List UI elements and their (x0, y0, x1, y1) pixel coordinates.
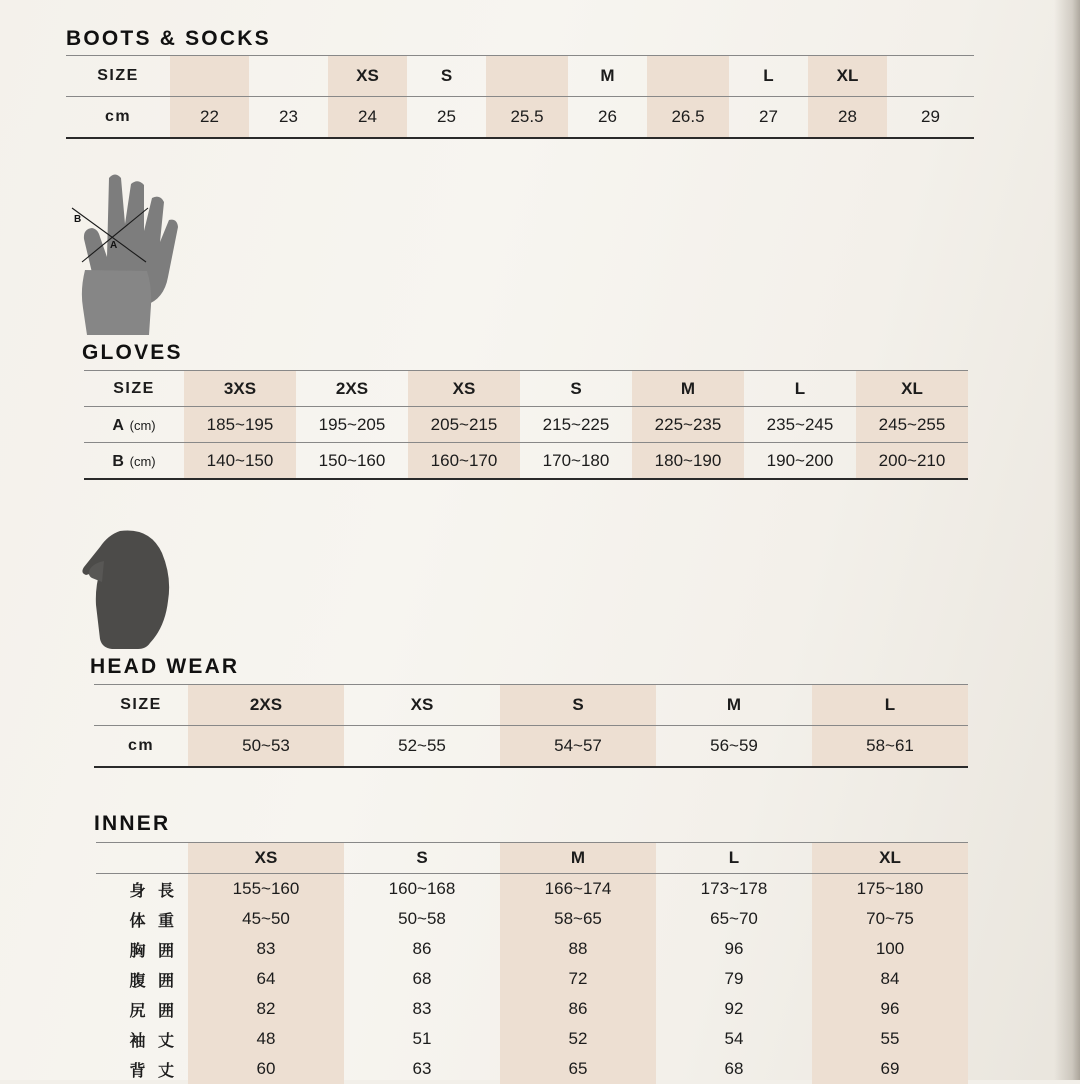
row-label: 身 長 (129, 882, 178, 900)
table-row (96, 964, 968, 994)
cell: 173~178 (700, 879, 768, 898)
boots-socks-section-title: BOOTS & SOCKS (66, 27, 271, 50)
size-header: XS (328, 56, 407, 97)
table-row (66, 56, 974, 97)
inner-table (96, 842, 968, 1084)
row-label: SIZE (97, 67, 139, 84)
row-label: 袖 丈 (129, 1032, 178, 1050)
table-row (96, 843, 968, 874)
gloves-table (84, 370, 968, 480)
cell: 86 (412, 939, 432, 958)
cell: 68 (724, 1059, 744, 1078)
size-header (249, 56, 328, 97)
size-header: XS (188, 843, 344, 874)
size-header (170, 56, 249, 97)
row-unit: (cm) (129, 417, 156, 433)
cell: 54 (724, 1029, 744, 1048)
row-label: 腹 囲 (129, 972, 178, 990)
table-row (96, 994, 968, 1024)
row-label: SIZE (113, 379, 155, 397)
cell: 65~70 (710, 909, 758, 928)
cell: 26.5 (647, 97, 729, 139)
cell: 22 (170, 97, 249, 139)
cell: 140~150 (184, 443, 296, 480)
boots-socks-table (66, 55, 974, 139)
cell: 58~65 (500, 904, 656, 934)
table-row (84, 407, 968, 443)
size-header: L (812, 685, 968, 726)
cell: 65 (500, 1054, 656, 1084)
inner-section-title: INNER (94, 812, 171, 835)
cell: 26 (598, 107, 617, 126)
cell: 155~160 (188, 874, 344, 905)
size-header: 3XS (184, 371, 296, 407)
size-header: S (440, 66, 453, 85)
row-label: SIZE (120, 696, 162, 713)
gloves-section-title: GLOVES (82, 341, 183, 364)
table-row (84, 371, 968, 407)
size-header: XL (808, 56, 887, 97)
size-header (486, 56, 568, 97)
cell: 54~57 (500, 726, 656, 768)
cell: 64 (188, 964, 344, 994)
cell: 83 (412, 999, 432, 1018)
cell: 245~255 (856, 407, 968, 443)
table-row (96, 934, 968, 964)
table-row (96, 1024, 968, 1054)
cell: 52 (500, 1024, 656, 1054)
cell: 166~174 (500, 874, 656, 905)
glove-label-a: A (110, 240, 118, 251)
cell: 27 (759, 107, 778, 126)
cell: 63 (412, 1059, 432, 1078)
cell: 70~75 (812, 904, 968, 934)
size-header: M (726, 695, 742, 714)
row-label-text: B (112, 452, 125, 470)
cell: 60 (188, 1054, 344, 1084)
table-row (94, 726, 968, 768)
cell: 24 (328, 97, 407, 139)
table-row (94, 685, 968, 726)
cell: 170~180 (542, 450, 610, 470)
size-header: S (500, 685, 656, 726)
cell: 72 (500, 964, 656, 994)
cell: 83 (188, 934, 344, 964)
cell: 175~180 (812, 874, 968, 905)
size-header: L (763, 66, 774, 85)
size-header: M (500, 843, 656, 874)
head-wear-section-title: HEAD WEAR (90, 655, 240, 678)
size-header: 2XS (188, 685, 344, 726)
cell: 160~170 (408, 443, 520, 480)
glove-label-b: B (74, 214, 82, 225)
size-header: S (416, 848, 428, 867)
cell: 190~200 (766, 450, 834, 470)
row-label: 尻 囲 (129, 1002, 178, 1020)
cell: 185~195 (184, 407, 296, 443)
cell: 84 (812, 964, 968, 994)
cell: 82 (188, 994, 344, 1024)
size-header: 2XS (335, 378, 369, 398)
cell: 215~225 (542, 414, 610, 434)
cell: 205~215 (408, 407, 520, 443)
cell: 180~190 (632, 443, 744, 480)
cell: 88 (500, 934, 656, 964)
size-header: L (728, 848, 740, 867)
cell: 45~50 (188, 904, 344, 934)
table-row (66, 97, 974, 139)
row-label: cm (104, 108, 132, 125)
size-header: S (570, 378, 582, 398)
cell: 69 (812, 1054, 968, 1084)
head-wear-table (94, 684, 968, 768)
cell: 50~58 (398, 909, 446, 928)
size-header: XS (410, 695, 434, 714)
cell: 25.5 (486, 97, 568, 139)
cell: 58~61 (812, 726, 968, 768)
cell: 25 (437, 107, 456, 126)
row-unit: (cm) (129, 453, 156, 469)
cell: 79 (724, 969, 744, 988)
cell: 51 (412, 1029, 432, 1048)
row-label (84, 443, 184, 480)
size-header (647, 56, 729, 97)
cell: 86 (500, 994, 656, 1024)
cell: 55 (812, 1024, 968, 1054)
table-row (96, 874, 968, 905)
cell: 235~245 (766, 414, 834, 434)
cell: 48 (188, 1024, 344, 1054)
row-label (96, 843, 188, 874)
cell: 96 (812, 994, 968, 1024)
size-header: XL (812, 843, 968, 874)
hood-illustration (68, 527, 188, 652)
cell: 50~53 (188, 726, 344, 768)
row-label: 背 丈 (129, 1062, 178, 1080)
cell: 195~205 (318, 414, 386, 434)
cell: 92 (724, 999, 744, 1018)
cell: 23 (279, 107, 298, 126)
size-header: XS (408, 371, 520, 407)
cell: 100 (812, 934, 968, 964)
row-label (84, 407, 184, 443)
size-header (887, 56, 974, 97)
row-label: cm (127, 737, 155, 754)
table-row (84, 443, 968, 480)
cell: 200~210 (856, 443, 968, 480)
size-header: L (794, 378, 806, 398)
cell: 56~59 (710, 736, 758, 755)
cell: 52~55 (398, 736, 446, 755)
cell: 160~168 (388, 879, 456, 898)
row-label-text: A (112, 416, 125, 434)
glove-illustration (52, 170, 192, 335)
cell: 28 (808, 97, 887, 139)
size-header: XL (856, 371, 968, 407)
cell: 225~235 (632, 407, 744, 443)
row-label: 体 重 (129, 912, 178, 930)
cell: 96 (724, 939, 744, 958)
cell: 29 (921, 107, 940, 126)
size-header: M (632, 371, 744, 407)
size-header: M (600, 66, 615, 85)
cell: 68 (412, 969, 432, 988)
table-row (96, 904, 968, 934)
row-label: 胸 囲 (129, 942, 178, 960)
cell: 150~160 (318, 450, 386, 470)
